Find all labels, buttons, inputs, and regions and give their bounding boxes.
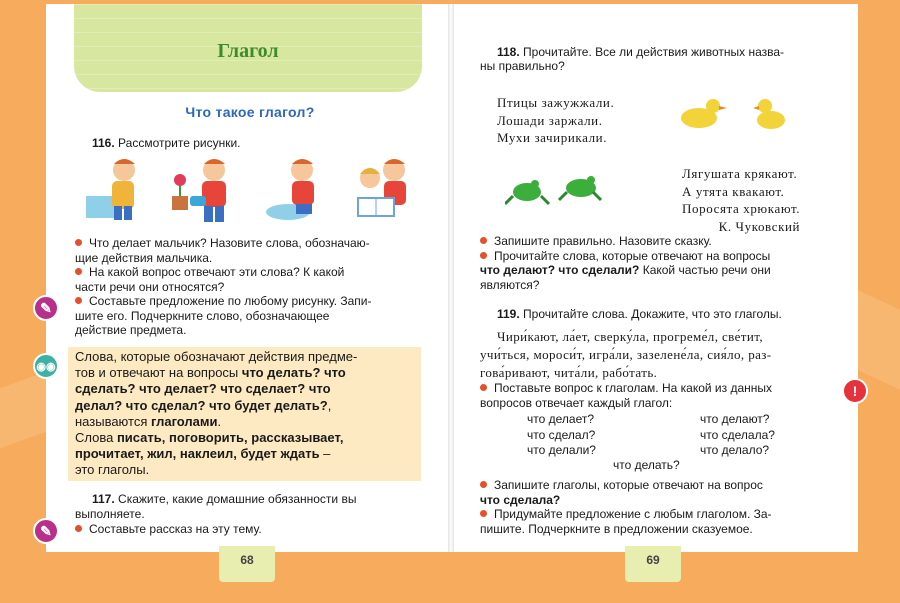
questions-right: что делают? что сделала? что делало? <box>700 412 775 457</box>
list-item: Прочитайте слова, которые отвечают на вопросы <box>480 249 828 264</box>
poem-stanza-2: Лягушата крякают. А утята квакают. Поросята хрюкают. К. Чуковский <box>682 166 801 234</box>
list-item: Запишите глаголы, которые отвечают на вопрос <box>480 478 828 493</box>
boy-washing-illustration <box>86 159 135 220</box>
owl-icon: ◉◉ <box>33 353 59 379</box>
list-item: Поставьте вопрос к глаголам. На какой из данных <box>480 381 828 396</box>
exercise-117: 117. Скажите, какие домашние обязанности вы <box>92 492 357 506</box>
exercise-118: 118. Прочитайте. Все ли действия животных назва- <box>497 45 785 59</box>
page-number-left: 68 <box>219 546 275 582</box>
list-item: Запишите правильно. Назовите сказку. <box>480 234 828 249</box>
bullet-list-119: Запишите глаголы, которые отвечают на вопрос что сделала? Придумайте предложение с любым глаголом. За- пишите. Подчеркните в предложении сказуемое. <box>480 478 828 536</box>
bg-stripe <box>0 372 46 449</box>
exercise-text: Рассмотрите рисунки. <box>118 136 241 150</box>
list-item: На какой вопрос отвечают эти слова? К какой <box>75 265 421 280</box>
bg-stripe <box>858 290 900 390</box>
bullet-list-116 <box>75 236 421 338</box>
bullet-icon <box>480 252 487 259</box>
boy-watering-flower-illustration <box>172 159 226 222</box>
exercise-number: 116. <box>92 136 115 150</box>
book-gutter <box>448 4 454 552</box>
bullet-icon <box>75 268 82 275</box>
list-item: Составьте предложение по любому рисунку. Запи- <box>75 294 421 309</box>
bullet-icon <box>75 297 82 304</box>
exercise-117-cont: выполняете. Составьте рассказ на эту тему. <box>75 507 421 536</box>
page-title: Глагол <box>217 40 279 62</box>
alert-icon: ! <box>842 378 868 404</box>
question-center: что делать? <box>613 458 680 472</box>
children-reading-illustration <box>358 159 406 216</box>
list-item-continuation: действие предмета. <box>75 323 187 337</box>
list-item: Придумайте предложение с любым глаголом. За- <box>480 507 828 522</box>
exercise-116 <box>92 136 241 151</box>
list-item-continuation: части речи они относятся? <box>75 279 225 294</box>
poem-stanza-1: Птицы зажужжали. Лошади заржали. Мухи зачирикали. <box>497 95 615 145</box>
list-item-continuation: шите его. Подчеркните слово, обозначающее <box>75 308 330 323</box>
list-item: Что делает мальчик? Назовите слова, обозначаю- <box>75 236 421 251</box>
list-item: Составьте рассказ на эту тему. <box>75 522 421 537</box>
pen-icon: ✎ <box>33 518 59 544</box>
poem-author: К. Чуковский <box>718 218 801 234</box>
boy-illustrations <box>80 156 410 228</box>
ducklings-illustration <box>675 96 795 136</box>
page-number-right: 69 <box>625 546 681 582</box>
section-subtitle: Что такое глагол? <box>185 104 315 120</box>
bullet-icon <box>480 237 487 244</box>
pen-icon: ✎ <box>33 295 59 321</box>
questions-left: что делает? что сделал? что делали? <box>527 412 596 457</box>
bullet-list-118: Запишите правильно. Назовите сказку. Прочитайте слова, которые отвечают на вопросы что делают? что сделали? Какой частью речи они являются? <box>480 234 828 292</box>
bullet-icon <box>75 239 82 246</box>
bullet-icon <box>480 481 487 488</box>
exercise-118-cont: ны правильно? <box>480 59 565 73</box>
list-item-continuation: щие действия мальчика. <box>75 250 213 265</box>
bullet-icon <box>480 510 487 517</box>
bullet-icon <box>480 384 487 391</box>
rule-text: Слова, которые обозначают действия предме- тов и отвечают на вопросы что делать? что сделать? что делает? что сделает? что делал? что сделал? что будет делать?, называются глаголами. Слова писать, поговорить, рассказывает, прочитает, жил, наклеил, будет ждать – это глаголы. <box>75 349 358 478</box>
bullet-icon <box>75 525 82 532</box>
verb-word-list: Чири́кают, ла́ет, сверку́ла, прогреме́л, све́тит, учи́ться, мороси́т, игра́ли, зазелене́ла, сия́ло, раз- гова́ривают, чита́ли, рабо́тать. <box>480 329 772 380</box>
frogs-illustration <box>505 170 605 210</box>
question-intro: Поставьте вопрос к глаголам. На какой из данных вопросов отвечает каждый глагол: <box>480 381 828 410</box>
boy-washing-hands-illustration <box>266 159 314 220</box>
exercise-119: 119. Прочитайте слова. Докажите, что это глаголы. <box>497 307 782 321</box>
